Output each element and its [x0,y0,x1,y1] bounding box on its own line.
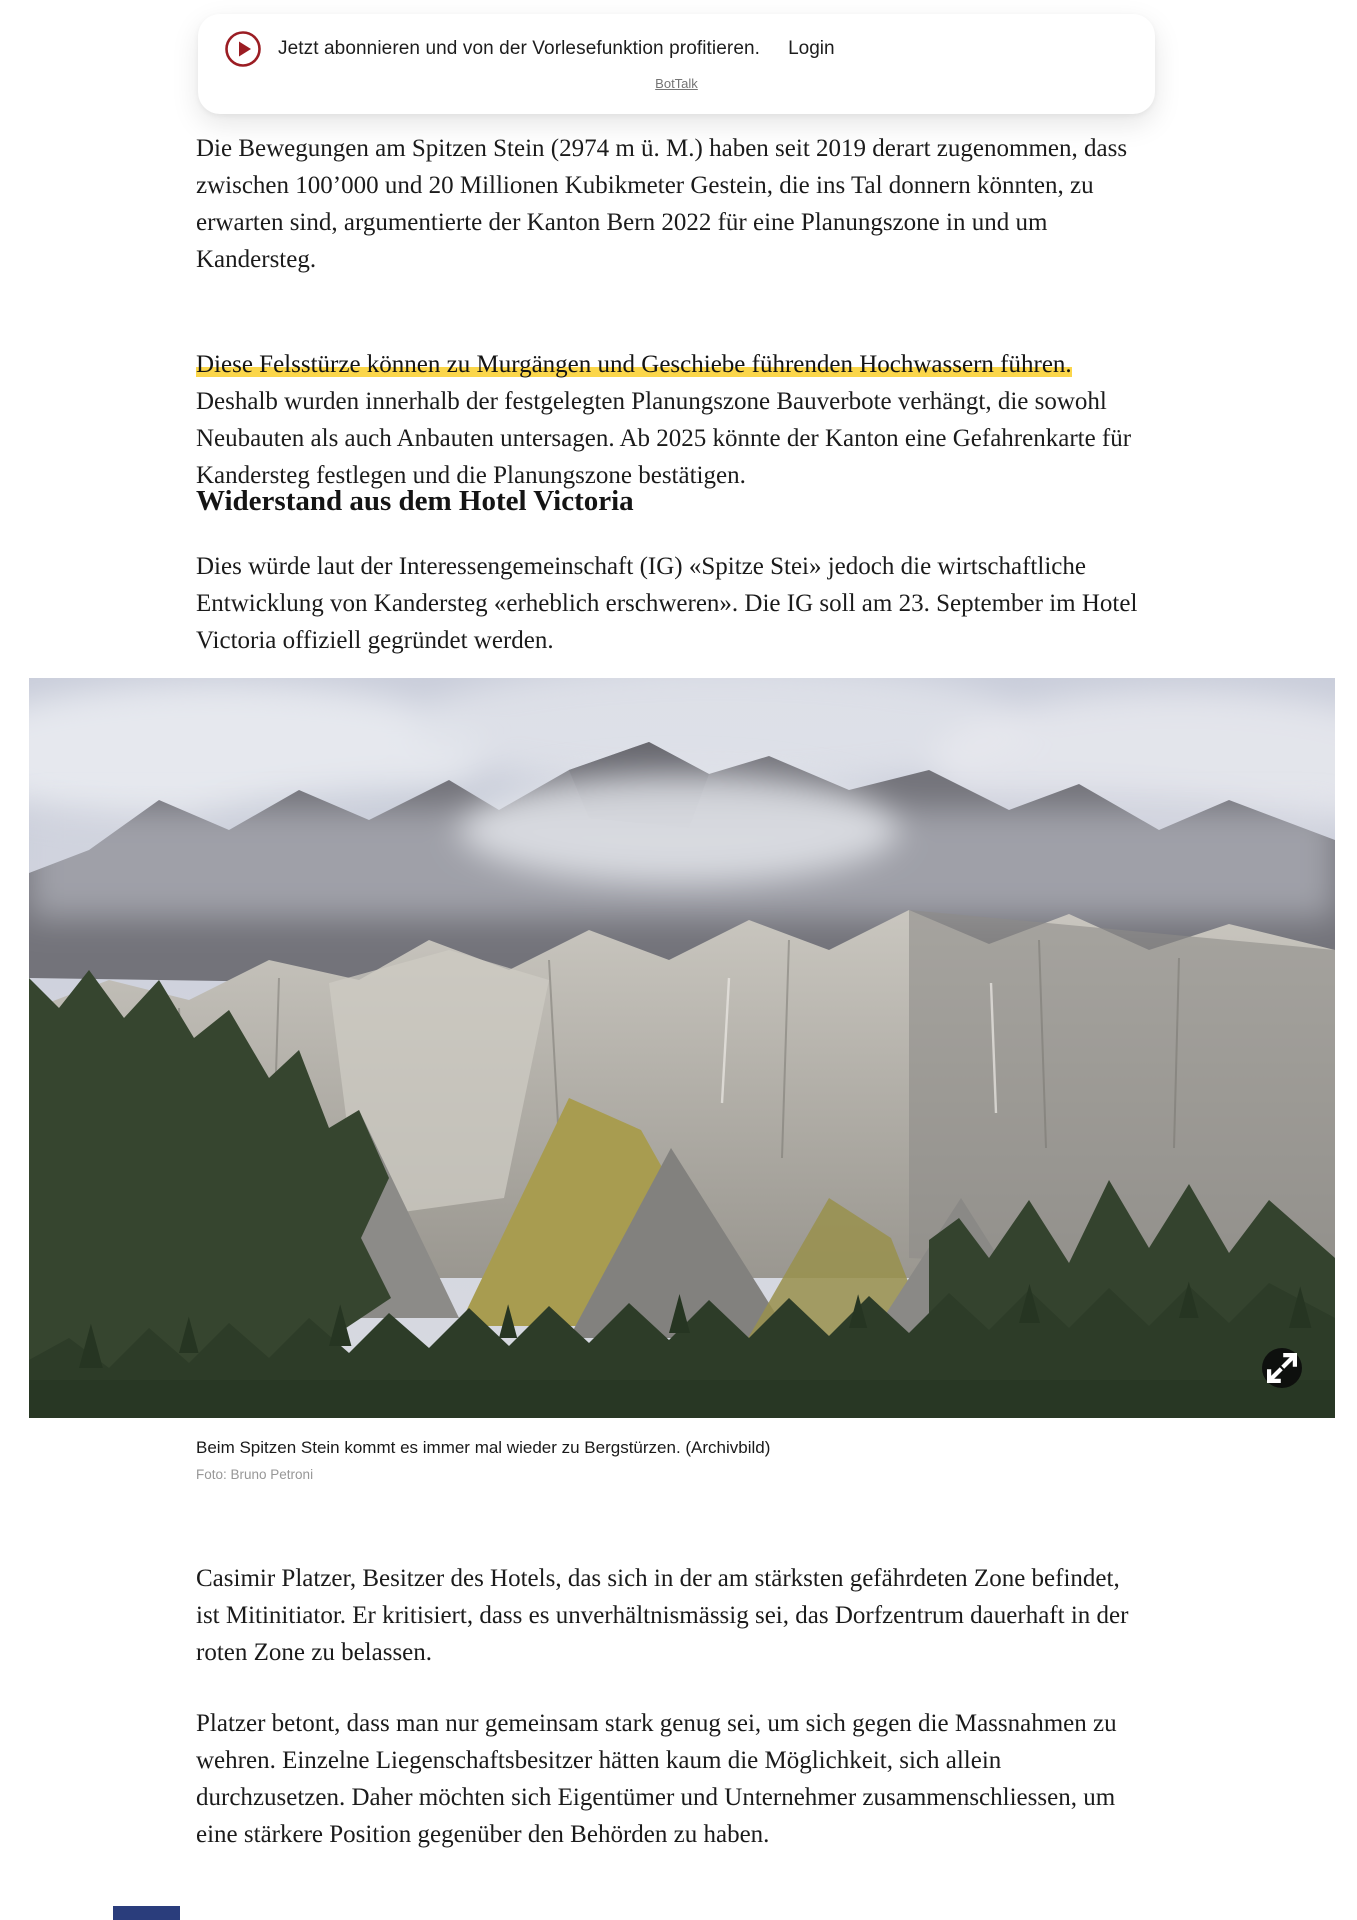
figure-caption: Beim Spitzen Stein kommt es immer mal wieder zu Bergstürzen. (Archivbild) [196,1438,771,1457]
paragraph-3: Dies würde laut der Interessengemeinschaft (IG) «Spitze Stei» jedoch die wirtschaftliche Entwicklung von Kandersteg «erheblich erschweren». Die IG soll am 23. September im Hotel Victoria offiziell gegründet werden. [196,553,1138,654]
figure-credit: Foto: Bruno Petroni [196,1467,314,1482]
login-button[interactable]: Login [788,38,835,59]
fullscreen-expand-icon [1262,1348,1302,1388]
article-photo [29,678,1335,1418]
paragraph-1-block [196,130,1148,278]
highlighted-link[interactable]: Diese Felsstürze können zu Murgängen und Geschiebe führenden Hochwassern führen. [196,351,1072,378]
paragraph-3-block [196,548,1148,659]
subheading: Widerstand aus dem Hotel Victoria [196,485,634,517]
paragraph-5: Platzer betont, dass man nur gemeinsam stark genug sei, um sich gegen die Massnahmen zu wehren. Einzelne Liegenschaftsbesitzer hätten kaum die Möglichkeit, sich allein durchzusetzen. Daher möchten sich Eigentümer und Unternehmer zusammenschliessen, um eine stärkere Position gegenüber den Behörden zu haben. [196,1710,1117,1848]
paragraph-4: Casimir Platzer, Besitzer des Hotels, das sich in der am stärksten gefährdeten Zone befindet, ist Mitinitiator. Er kritisiert, dass es unverhältnismässig sei, das Dorfzentrum dauerhaft in der roten Zone zu belassen. [196,1565,1129,1666]
bottalk-link[interactable]: BotTalk [655,76,698,91]
banner-row [198,14,1155,68]
bottalk-row [198,75,1155,93]
audio-subscribe-banner [198,14,1155,114]
paragraph-2-block [196,346,1148,494]
play-icon [224,30,262,68]
paragraph-5-block [196,1705,1148,1853]
partial-bottom-element [113,1906,180,1920]
paragraph-4-block [196,1560,1148,1671]
banner-message: Jetzt abonnieren und von der Vorlesefunktion profitieren. [278,38,761,59]
figure-caption-block [196,1438,1148,1482]
fullscreen-button[interactable] [1262,1348,1302,1388]
paragraph-2-rest: Deshalb wurden innerhalb der festgelegten Planungszone Bauverbote verhängt, die sowohl Neubauten als auch Anbauten untersagen. Ab 2025 könnte der Kanton eine Gefahrenkarte für Kandersteg festlegen und die Planungszone bestätigen. [196,388,1132,489]
paragraph-2 [196,346,1148,494]
mountain-landscape-illustration [29,678,1335,1418]
subheading-block [196,484,1148,518]
paragraph-1: Die Bewegungen am Spitzen Stein (2974 m ü. M.) haben seit 2019 derart zugenommen, dass zwischen 100’000 und 20 Millionen Kubikmeter Gestein, die ins Tal donnern könnten, zu erwarten sind, argumentierte der Kanton Bern 2022 für eine Planungszone in und um Kandersteg. [196,135,1128,273]
play-button[interactable] [224,30,262,68]
